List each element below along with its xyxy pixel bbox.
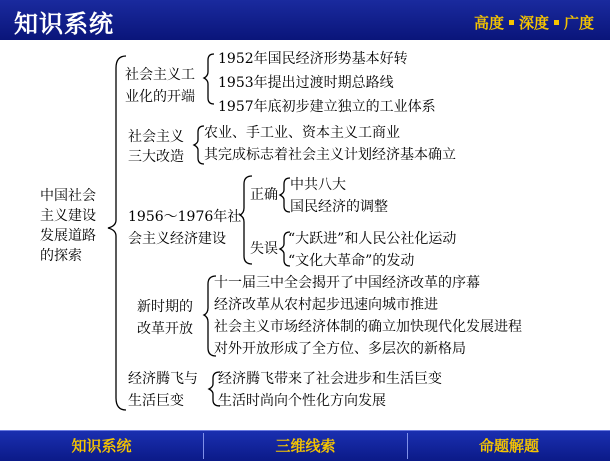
label-line: 三大改造 [128, 149, 184, 165]
item-industrialization-2: 1953年提出过渡时期总路线 [218, 75, 394, 91]
bracket-industrialization [204, 54, 214, 104]
separator-dot-icon [554, 20, 559, 25]
item-industrialization-1: 1952年国民经济形势基本好转 [218, 51, 408, 67]
root-topic [40, 186, 96, 266]
root-line: 的探索 [40, 248, 82, 264]
label-line: 生活巨变 [128, 393, 184, 409]
header-bar [0, 0, 610, 40]
tagline-breadth: 广度 [563, 14, 594, 32]
item-industrialization-3: 1957年底初步建立独立的工业体系 [218, 99, 436, 115]
label-line: 业化的开端 [125, 89, 195, 105]
page-title: 知识系统 [14, 10, 114, 38]
root-line: 发展道路 [40, 228, 96, 244]
header-tagline [474, 12, 594, 33]
item-transformation-1: 农业、手工业、资本主义工商业 [204, 125, 400, 141]
bracket-correct [280, 178, 290, 212]
item-reform-3: 社会主义市场经济体制的确立加快现代化发展进程 [214, 319, 522, 335]
label-transformation [128, 127, 184, 167]
label-line: 社会主义工 [125, 67, 195, 83]
label-line: 社会主义 [128, 129, 184, 145]
item-reform-1: 十一届三中全会揭开了中国经济改革的序幕 [214, 275, 480, 291]
root-line: 中国社会 [40, 188, 96, 204]
tab-three-dimensional-clues[interactable]: 三维线索 [275, 437, 336, 455]
label-mistake: 失误 [250, 241, 278, 257]
bracket-transformation [194, 126, 204, 164]
tagline-depth: 深度 [518, 14, 549, 32]
tab-question-solving[interactable]: 命题解题 [478, 437, 539, 455]
separator-dot-icon [509, 20, 514, 25]
footer-nav [0, 430, 610, 461]
item-economy-2: 生活时尚向个性化方向发展 [218, 393, 386, 409]
label-industrialization [125, 64, 195, 108]
item-reform-4: 对外开放形成了全方位、多层次的新格局 [214, 341, 466, 357]
item-mistake-2: “文化大革命”的发动 [288, 253, 415, 269]
label-line: 经济腾飞与 [128, 371, 198, 387]
item-correct-2: 国民经济的调整 [290, 199, 388, 215]
label-line: 1956～1976年社 [128, 209, 242, 225]
label-reform [137, 296, 193, 340]
item-correct-1: 中共八大 [290, 177, 346, 193]
label-line: 会主义经济建设 [128, 231, 226, 247]
label-construction [128, 206, 241, 250]
tagline-height: 高度 [473, 14, 504, 32]
item-reform-2: 经济改革从农村起步迅速向城市推进 [214, 297, 438, 313]
item-mistake-1: “大跃进”和人民公社化运动 [288, 231, 457, 247]
tab-knowledge-system[interactable]: 知识系统 [71, 437, 132, 455]
item-economy-1: 经济腾飞带来了社会进步和生活巨变 [218, 371, 442, 387]
main-bracket [108, 56, 126, 410]
label-line: 改革开放 [137, 321, 193, 337]
root-line: 主义建设 [40, 208, 96, 224]
label-line: 新时期的 [137, 299, 193, 315]
label-economy [128, 368, 198, 412]
item-transformation-2: 其完成标志着社会主义计划经济基本确立 [204, 147, 456, 163]
label-correct: 正确 [250, 187, 278, 203]
